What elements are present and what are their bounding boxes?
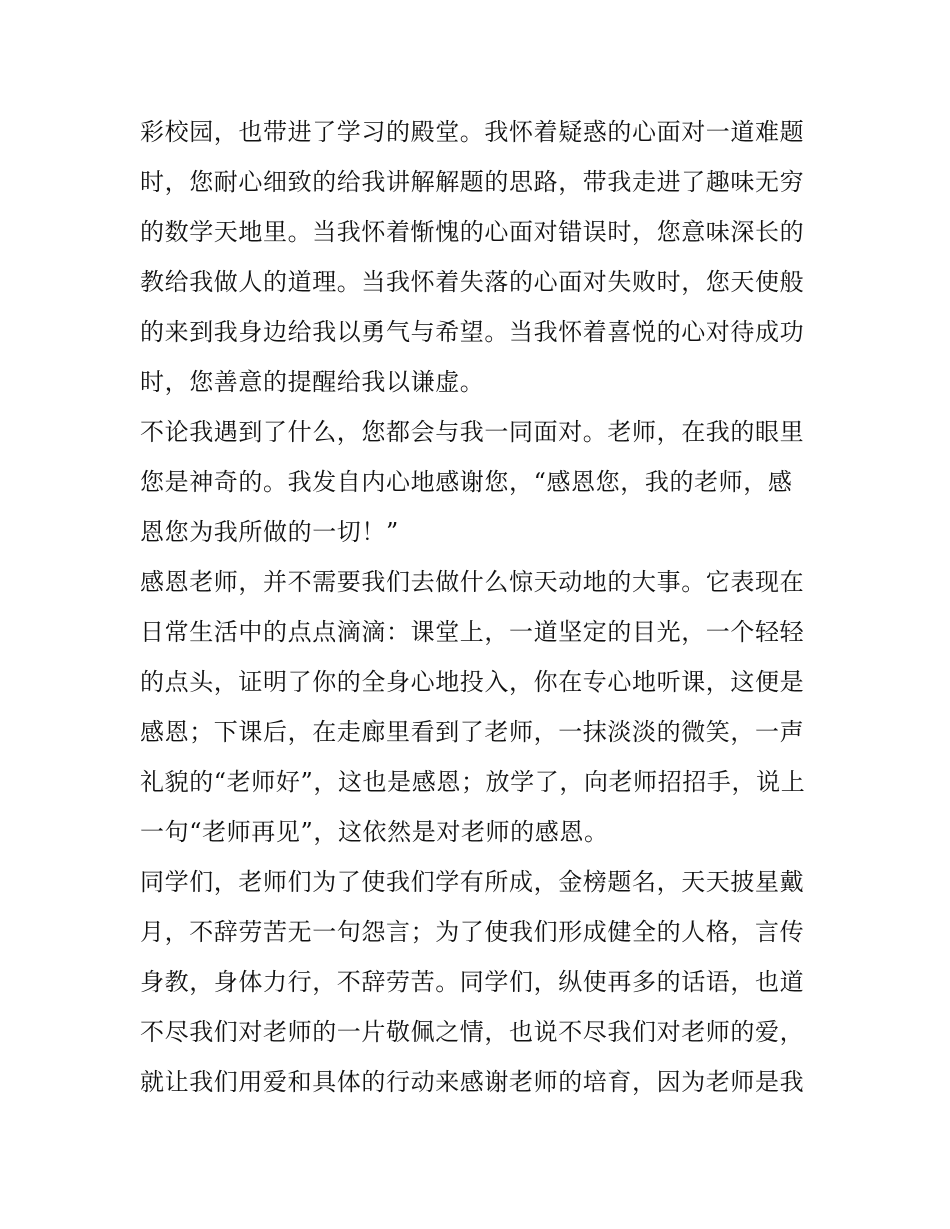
text-line-11: 日常生活中的点点滴滴：课堂上，一道坚定的目光，一个轻轻 (140, 618, 805, 646)
text-line-7: 不论我遇到了什么，您都会与我一同面对。老师，在我的眼里 (140, 418, 805, 446)
text-line-19: 不尽我们对老师的一片敬佩之情，也说不尽我们对老师的爱， (140, 1018, 805, 1046)
text-line-3: 的数学天地里。当我怀着惭愧的心面对错误时，您意味深长的 (140, 218, 805, 246)
text-line-14: 礼貌的“老师好”，这也是感恩；放学了，向老师招招手，说上 (140, 768, 806, 796)
text-line-1: 彩校园，也带进了学习的殿堂。我怀着疑惑的心面对一道难题 (140, 118, 805, 146)
text-line-12: 的点头，证明了你的全身心地投入，你在专心地听课，这便是 (140, 668, 805, 696)
text-line-8: 您是神奇的。我发自内心地感谢您，“感恩您，我的老师，感 (140, 468, 793, 496)
text-line-5: 的来到我身边给我以勇气与希望。当我怀着喜悦的心对待成功 (140, 318, 805, 346)
text-line-20: 就让我们用爱和具体的行动来感谢老师的培育，因为老师是我 (140, 1068, 805, 1096)
text-line-15: 一句“老师再见”，这依然是对老师的感恩。 (140, 818, 609, 846)
text-line-17: 月，不辞劳苦无一句怨言；为了使我们形成健全的人格，言传 (140, 918, 805, 946)
text-line-13: 感恩；下课后，在走廊里看到了老师，一抹淡淡的微笑，一声 (140, 718, 805, 746)
text-line-2: 时，您耐心细致的给我讲解解题的思路，带我走进了趣味无穷 (140, 168, 805, 196)
text-line-10: 感恩老师，并不需要我们去做什么惊天动地的大事。它表现在 (140, 568, 805, 596)
text-line-18: 身教，身体力行，不辞劳苦。同学们，纵使再多的话语，也道 (140, 968, 805, 996)
document-body (140, 107, 820, 1107)
text-line-6: 时，您善意的提醒给我以谦虚。 (140, 368, 485, 396)
text-line-9: 恩您为我所做的一切！” (140, 518, 399, 546)
text-line-4: 教给我做人的道理。当我怀着失落的心面对失败时，您天使般 (140, 268, 805, 296)
text-line-16: 同学们，老师们为了使我们学有所成，金榜题名，天天披星戴 (140, 868, 805, 896)
